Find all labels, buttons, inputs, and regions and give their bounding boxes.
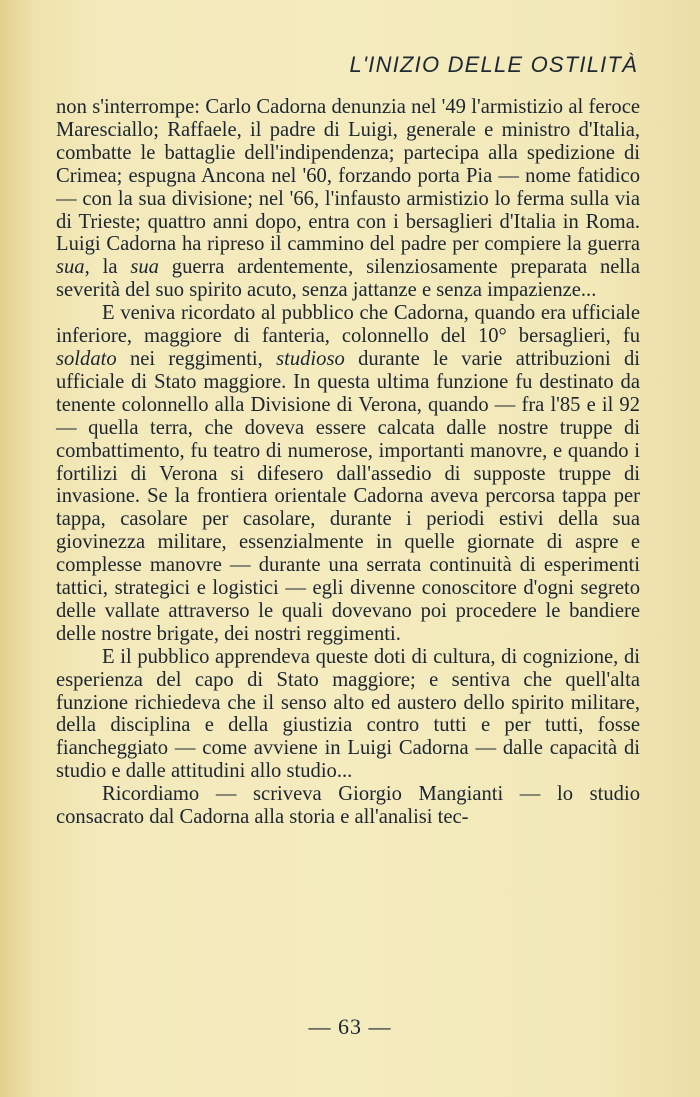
- italic-text-segment: sua: [130, 256, 159, 279]
- paragraph-3: [56, 646, 640, 783]
- paragraph-2: [56, 302, 640, 646]
- text-segment: nei reggimenti,: [116, 347, 277, 370]
- running-head: L'INIZIO DELLE OSTILITÀ: [349, 52, 638, 77]
- paragraph-4: [56, 783, 640, 829]
- body-text: [56, 96, 640, 829]
- text-segment: , la: [84, 256, 131, 279]
- text-segment: non s'interrompe: Carlo Cadorna denunzia nel '49 l'armistizio al feroce Maresciallo; Raffaele, il padre di Luigi, generale e ministro d'Italia, combatte le battaglie dell'indipendenza; partecipa alla spedizione di Crimea; espugna Ancona nel '60, forzando porta Pia — nome fatidico — con la sua divisione; nel '66, l'infausto armistizio lo ferma sulla via di Trieste; quattro anni dopo, entra con i bersaglieri d'Italia in Roma. Luigi Cadorna ha ripreso il cammino del padre per compiere la guerra: [56, 96, 640, 256]
- text-segment: guerra ardentemente, silenziosamente preparata nella severità del suo spirito acuto, senza jattanze e senza impazienze...: [56, 256, 640, 302]
- italic-text-segment: soldato: [56, 347, 117, 370]
- italic-text-segment: studioso: [276, 347, 345, 370]
- text-segment: durante le varie attribuzioni di ufficiale di Stato maggiore. In questa ultima funzione fu destinato da tenente colonnello alla Divisione di Verona, quando — fra l'85 e il 92 — quella terra, che doveva essere calcata dalle nostre truppe di combattimento, fu teatro di numerose, importanti manovre, e quando i fortilizi di Verona si difesero dall'assedio di supposte truppe di invasione. Se la frontiera orientale Cadorna aveva percorsa tappa per tappa, casolare per casolare, durante i periodi estivi della sua giovinezza militare, essenzialmente in quelle giornate di aspre e complesse manovre — durante una serrata continuità di esperimenti tattici, strategici e logistici — egli divenne conoscitore d'ogni segreto delle vallate attraverso le quali dovevano poi procedere le bandiere delle nostre brigate, dei nostri reggimenti.: [56, 347, 641, 645]
- paragraph-1: [56, 96, 640, 302]
- text-segment: E il pubblico apprendeva queste doti di cultura, di cognizione, di esperienza del capo di Stato maggiore; e sentiva che quell'alta funzione richiedeva che il senso alto ed austero dello spirito militare, della disciplina e della giustizia contro tutti e per tutti, fosse fiancheggiato — come avviene in Luigi Cadorna — dalle capacità di studio e dalle attitudini allo studio...: [56, 645, 640, 783]
- italic-text-segment: sua: [56, 256, 85, 279]
- page-number: — 63 —: [308, 1014, 392, 1039]
- text-segment: E veniva ricordato al pubblico che Cadorna, quando era ufficiale inferiore, maggiore di fanteria, colonnello del 10° bersaglieri, fu: [56, 302, 640, 348]
- text-segment: Ricordiamo — scriveva Giorgio Mangianti — lo studio consacrato dal Cadorna alla storia e all'analisi tec-: [56, 783, 640, 829]
